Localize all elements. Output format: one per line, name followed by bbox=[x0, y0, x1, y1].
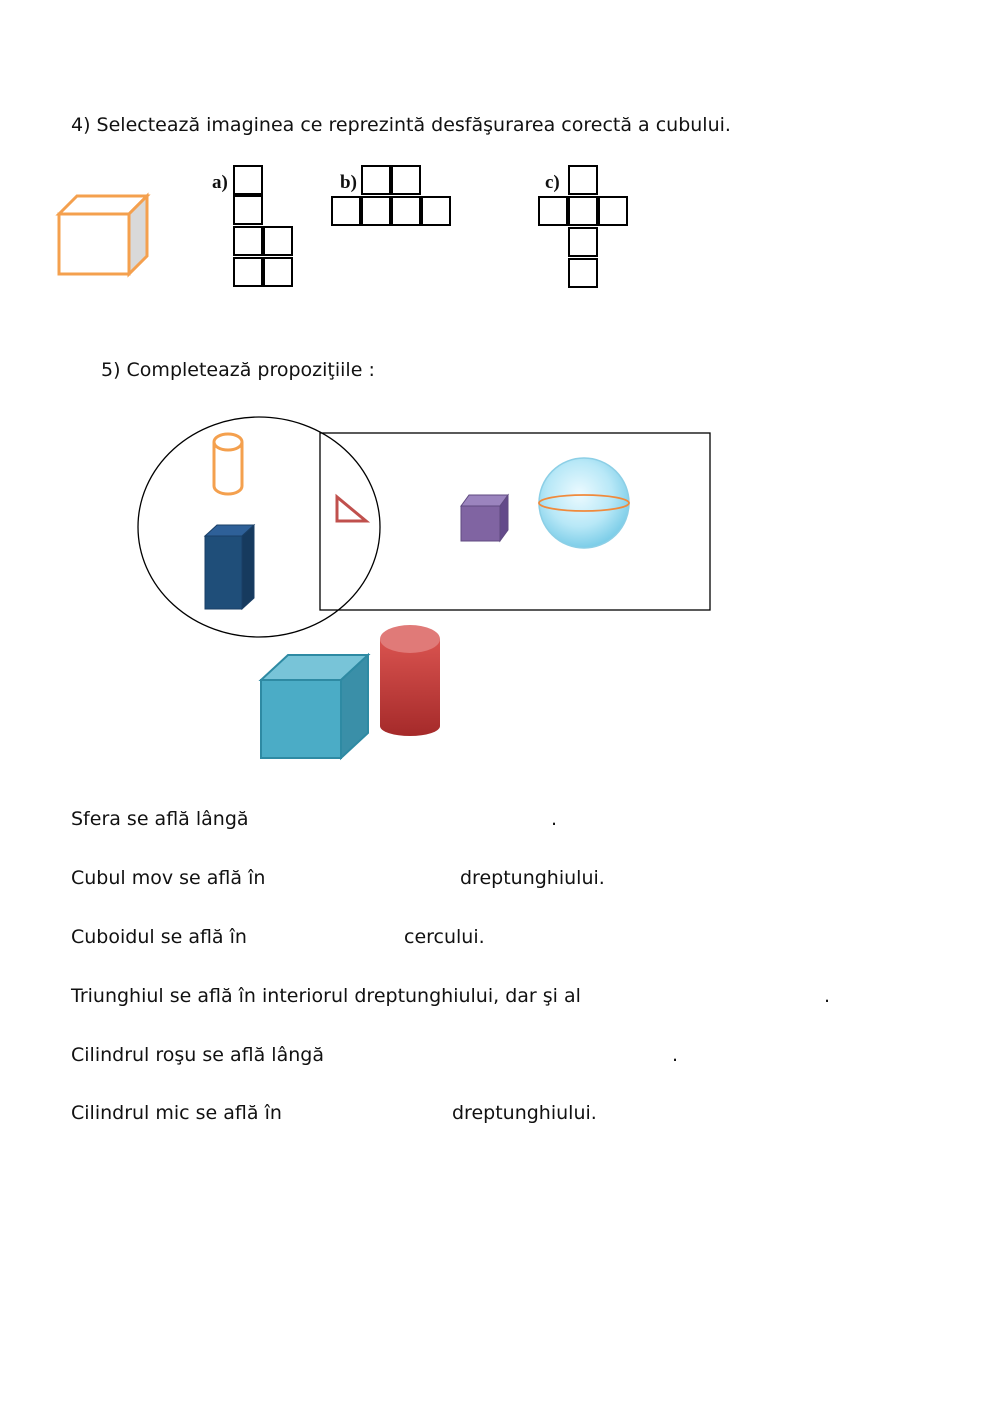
sentence-6-text: Cilindrul mic se află în bbox=[71, 1102, 282, 1124]
sentence-2-answer-blank[interactable] bbox=[262, 865, 452, 889]
sentence-3-end: cercului. bbox=[404, 926, 485, 948]
sentence-2-end: dreptunghiului. bbox=[460, 867, 605, 889]
cuboid-icon bbox=[205, 525, 254, 609]
sentence-3-text: Cuboidul se află în bbox=[71, 926, 247, 948]
q4-prompt: 4) Selectează imaginea ce reprezintă desfăşurarea corectă a cubului. bbox=[71, 114, 731, 136]
sentence-6-end: dreptunghiului. bbox=[452, 1102, 597, 1124]
sentence-1-end: . bbox=[551, 808, 558, 830]
teal-cube-icon bbox=[261, 655, 368, 758]
sentence-5-text: Cilindrul roşu se află lângă bbox=[71, 1044, 324, 1066]
sentence-4-text: Triunghiul se află în interiorul dreptunghiului, dar şi al bbox=[71, 985, 581, 1007]
q5-prompt: 5) Completează propoziţiile : bbox=[101, 359, 375, 381]
sentence-1-answer-blank[interactable] bbox=[258, 806, 548, 830]
option-c-label[interactable]: c) bbox=[545, 172, 560, 193]
option-a-label[interactable]: a) bbox=[212, 172, 228, 193]
option-b-label[interactable]: b) bbox=[340, 172, 357, 193]
orange-cube-icon bbox=[55, 192, 155, 282]
sentence-4-end: . bbox=[824, 985, 831, 1007]
sentence-5-answer-blank[interactable] bbox=[325, 1042, 665, 1066]
purple-cube-icon bbox=[461, 495, 508, 541]
rectangle-outline bbox=[320, 433, 710, 610]
sentence-6-answer-blank[interactable] bbox=[284, 1100, 444, 1124]
sentence-4-answer-blank[interactable] bbox=[585, 983, 820, 1007]
shapes-diagram bbox=[130, 410, 730, 770]
red-cylinder-icon bbox=[380, 625, 440, 736]
sentence-3-answer-blank[interactable] bbox=[255, 924, 395, 948]
small-cylinder-icon bbox=[214, 434, 242, 494]
sentence-1-text: Sfera se află lângă bbox=[71, 808, 249, 830]
sentence-5-end: . bbox=[672, 1044, 679, 1066]
option-a-net[interactable] bbox=[233, 165, 295, 290]
sphere-icon bbox=[539, 458, 629, 548]
sentence-2-text: Cubul mov se află în bbox=[71, 867, 266, 889]
option-c-net[interactable] bbox=[538, 165, 630, 290]
circle-outline bbox=[138, 417, 380, 637]
option-b-net[interactable] bbox=[331, 165, 453, 229]
triangle-icon bbox=[337, 497, 366, 521]
